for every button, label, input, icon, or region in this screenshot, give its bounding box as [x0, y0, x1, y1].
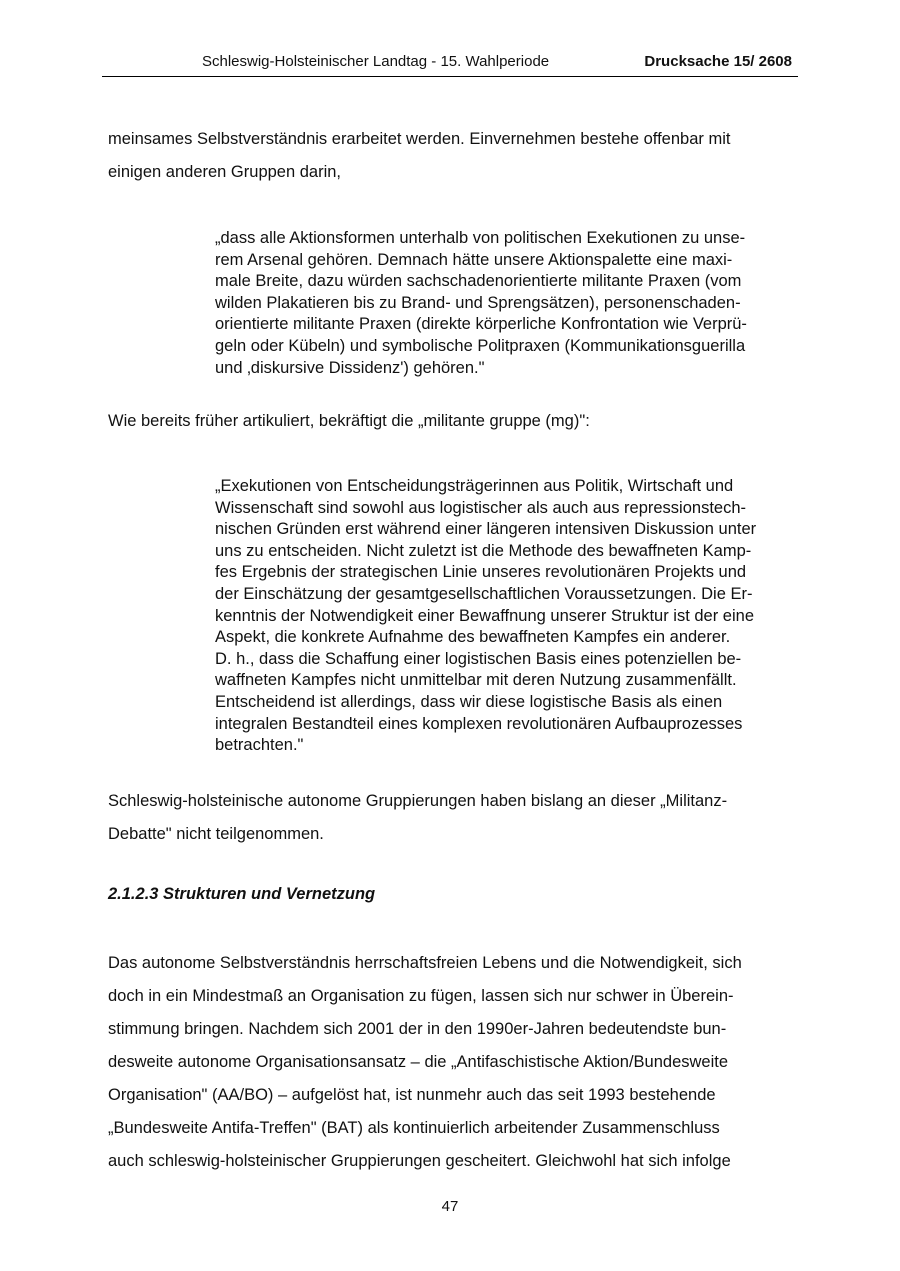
- quote-line: „Exekutionen von Entscheidungsträgerinnen aus Politik, Wirtschaft und: [215, 477, 734, 495]
- text-line: meinsames Selbstverständnis erarbeitet werden. Einvernehmen bestehe offenbar mit: [108, 130, 731, 148]
- quote-line: der Einschätzung der gesamtgesellschaftlichen Voraussetzungen. Die Er-: [215, 584, 753, 603]
- text-line: einigen anderen Gruppen darin,: [108, 163, 342, 181]
- text-line: Organisation" (AA/BO) – aufgelöst hat, ist nunmehr auch das seit 1993 bestehende: [108, 1086, 716, 1104]
- text-line: Schleswig-holsteinische autonome Gruppierungen haben bislang an dieser „Militanz-: [108, 792, 728, 810]
- text-line: Das autonome Selbstverständnis herrschaftsfreien Lebens und die Notwendigkeit, sich: [108, 954, 742, 972]
- quote-line: „dass alle Aktionsformen unterhalb von politischen Exekutionen zu unse-: [215, 229, 746, 247]
- paragraph-mg-statement: [108, 405, 798, 438]
- block-quote-executions: [215, 476, 795, 757]
- quote-line: waffneten Kampfes nicht unmittelbar mit deren Nutzung zusammenfällt.: [215, 671, 737, 690]
- quote-line: D. h., dass die Schaffung einer logistischen Basis eines potenziellen be-: [215, 649, 742, 668]
- quote-line: und ‚diskursive Dissidenz') gehören.": [215, 358, 485, 377]
- paragraph-structures: [108, 947, 798, 1178]
- section-heading: 2.1.2.3 Strukturen und Vernetzung: [108, 885, 376, 903]
- text-line: „Bundesweite Antifa-Treffen" (BAT) als kontinuierlich arbeitender Zusammenschluss: [108, 1119, 720, 1137]
- quote-line: kenntnis der Notwendigkeit einer Bewaffnung unserer Struktur ist der eine: [215, 606, 754, 625]
- quote-line: rem Arsenal gehören. Demnach hätte unsere Aktionspalette eine maxi-: [215, 250, 733, 269]
- quote-line: wilden Plakatieren bis zu Brand- und Sprengsätzen), personenschaden-: [215, 293, 741, 312]
- page-header: [102, 52, 798, 77]
- quote-line: orientierte militante Praxen (direkte körperliche Konfrontation wie Verprü-: [215, 315, 747, 334]
- quote-line: Aspekt, die konkrete Aufnahme des bewaffneten Kampfes ein anderer.: [215, 628, 731, 647]
- paragraph-militanz-debatte: [108, 785, 798, 851]
- text-line: auch schleswig-holsteinischer Gruppierungen gescheitert. Gleichwohl hat sich infolge: [108, 1152, 731, 1170]
- quote-line: Entscheidend ist allerdings, dass wir diese logistische Basis als einen: [215, 692, 723, 711]
- text-line: Wie bereits früher artikuliert, bekräftigt die „militante gruppe (mg)":: [108, 412, 590, 430]
- quote-line: Wissenschaft sind sowohl aus logistischer als auch aus repressionstech-: [215, 498, 746, 517]
- quote-line: uns zu entscheiden. Nicht zuletzt ist die Methode des bewaffneten Kamp-: [215, 541, 752, 560]
- paragraph-intro: [108, 123, 798, 189]
- text-line: Debatte" nicht teilgenommen.: [108, 825, 324, 843]
- text-line: desweite autonome Organisationsansatz – die „Antifaschistische Aktion/Bundesweite: [108, 1053, 729, 1071]
- text-line: stimmung bringen. Nachdem sich 2001 der in den 1990er-Jahren bedeutendste bun-: [108, 1020, 727, 1038]
- text-line: doch in ein Mindestmaß an Organisation zu fügen, lassen sich nur schwer in Überein-: [108, 987, 734, 1005]
- quote-line: male Breite, dazu würden sachschadenorientierte militante Praxen (vom: [215, 272, 742, 291]
- quote-line: betrachten.": [215, 736, 304, 755]
- quote-line: geln oder Kübeln) und symbolische Politpraxen (Kommunikationsguerilla: [215, 336, 746, 355]
- page-number: 47: [441, 1198, 459, 1215]
- quote-line: fes Ergebnis der strategischen Linie unseres revolutionären Projekts und: [215, 563, 747, 582]
- quote-line: nischen Gründen erst während einer längeren intensiven Diskussion unter: [215, 520, 757, 539]
- quote-line: integralen Bestandteil eines komplexen revolutionären Aufbauprozesses: [215, 714, 743, 733]
- header-title: Schleswig-Holsteinischer Landtag - 15. Wahlperiode: [202, 53, 550, 70]
- block-quote-action-forms: [215, 228, 795, 379]
- document-number: Drucksache 15/ 2608: [644, 53, 792, 70]
